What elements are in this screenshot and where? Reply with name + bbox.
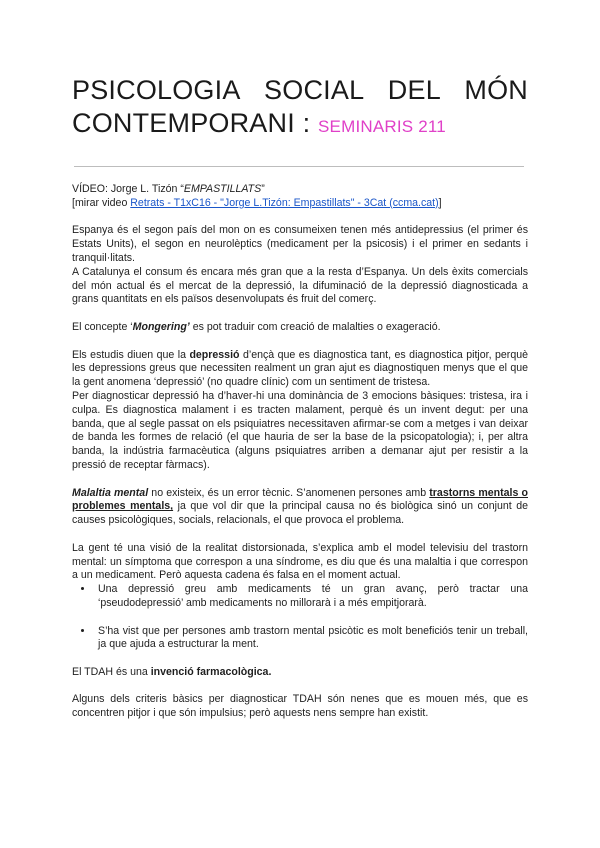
horizontal-divider xyxy=(74,166,524,167)
video-link-close: ] xyxy=(438,196,442,209)
p4-a: Els estudis diuen que la xyxy=(72,348,190,361)
p8-a: El TDAH és una xyxy=(72,665,151,678)
list-item: • S’ha vist que per persones amb trastorn mental psicòtic es molt beneficiós tenir un treball, ja que ajuda a estructurar la ment. xyxy=(94,625,528,653)
paragraph-9: Alguns dels criteris bàsics per diagnosticar TDAH són nenes que es mouen més, que es concentren pitjor i que són impulsius; però aquests nens sempre han existit. xyxy=(72,693,528,720)
p6-term: Malaltia mental xyxy=(72,486,149,499)
title-line-2-text: CONTEMPORANI : xyxy=(72,108,319,138)
video-name: EMPASTILLATS xyxy=(183,183,262,195)
title-word-2: SOCIAL xyxy=(264,75,365,105)
p3-a: El concepte ‘ xyxy=(72,320,133,333)
video-suffix: ” xyxy=(261,183,265,195)
video-link[interactable]: Retrats - T1xC16 - "Jorge L.Tizón: Empastillats" - 3Cat (ccma.cat) xyxy=(130,196,439,209)
p8-term: invenció farmacològica. xyxy=(150,665,272,678)
video-line xyxy=(72,183,528,197)
p3-term: Mongering’ xyxy=(132,320,190,333)
video-prefix: VÍDEO: Jorge L. Tizón “ xyxy=(72,183,184,195)
paragraph-8 xyxy=(72,666,528,680)
title-line-1 xyxy=(72,74,528,107)
paragraph-6 xyxy=(72,487,528,528)
list-item: • Una depressió greu amb medicaments té un gran avanç, però tractar una ‘pseudodepressió’ amb medicaments no millorarà i a més empitjorarà. xyxy=(94,583,528,611)
paragraph-1: Espanya és el segon país del mon on es consumeixen tenen més antidepressius (el primer és Estats Units), el segon en neurolèptics (medicament per la psicosis) i el primer en sedants i tranquil·litats. xyxy=(72,224,528,264)
p3-b: es pot traduir com creació de malalties o exageració. xyxy=(189,320,441,333)
paragraph-4 xyxy=(72,349,528,390)
bullet-list xyxy=(72,583,528,652)
document-title xyxy=(72,74,528,143)
paragraph-5: Per diagnosticar depressió ha d’haver-hi una dominància de 3 emocions bàsiques: tristesa, ira i culpa. Es diagnostica malament i es tracten malament, perquè és un invent degut: per una banda, que al segle passat on els psiquiatres necessitaven afirmar-se com a metges i van deixar de banda les formes de relació (el que hauria de ser la base de la psicopatologia); i, per altra banda, la indústria farmacèutica (alguns psiquiatres arriben a demanar ajut per resistir a la pressió de receptar fàrmacs). xyxy=(72,389,528,471)
p6-term2: trastorns mentals o problemes mentals, xyxy=(72,486,528,513)
title-line-2 xyxy=(72,107,528,143)
p6-a: no existeix, és un error tècnic. S’anomenen persones amb xyxy=(148,486,430,499)
paragraph-3 xyxy=(72,321,528,335)
title-word-1: PSICOLOGIA xyxy=(72,75,241,105)
p6-b: ja que vol dir que la principal causa no és biològica sinó un conjunt de causes psicològiques, socials, relacionals, el que provoca el problema. xyxy=(72,500,528,527)
title-word-3: DEL xyxy=(387,75,441,105)
document-body xyxy=(72,183,528,721)
video-link-open: [mirar video xyxy=(72,196,131,209)
p4-term: depressió xyxy=(189,348,240,361)
p4-b: d’ençà que es diagnostica tant, es diagnostica pitjor, perquè les depressions greus que necessiten realment un gran ajut es diagnostiquen menys que el que la gent anomena ‘depressió’ (no quadre clínic) com un sentiment de tristesa. xyxy=(72,348,529,389)
subtitle: SEMINARIS 211 xyxy=(318,117,446,136)
paragraph-2: A Catalunya el consum és encara més gran que a la resta d’Espanya. Un dels èxits comercials del món actual és el mercat de la depressió, la difuminació de la depressió diagnosticada a grans quantitats en els països desenvolupats és fruit del comerç. xyxy=(72,265,528,306)
title-word-4: MÓN xyxy=(464,75,528,105)
video-link-line xyxy=(72,197,528,211)
paragraph-7: La gent té una visió de la realitat distorsionada, s’explica amb el model televisiu del trastorn mental: un símptoma que correspon a una síndrome, es diu que és una malaltia i que correspon a un medicament. Però aquesta cadena és falsa en el moment actual. xyxy=(72,541,528,582)
